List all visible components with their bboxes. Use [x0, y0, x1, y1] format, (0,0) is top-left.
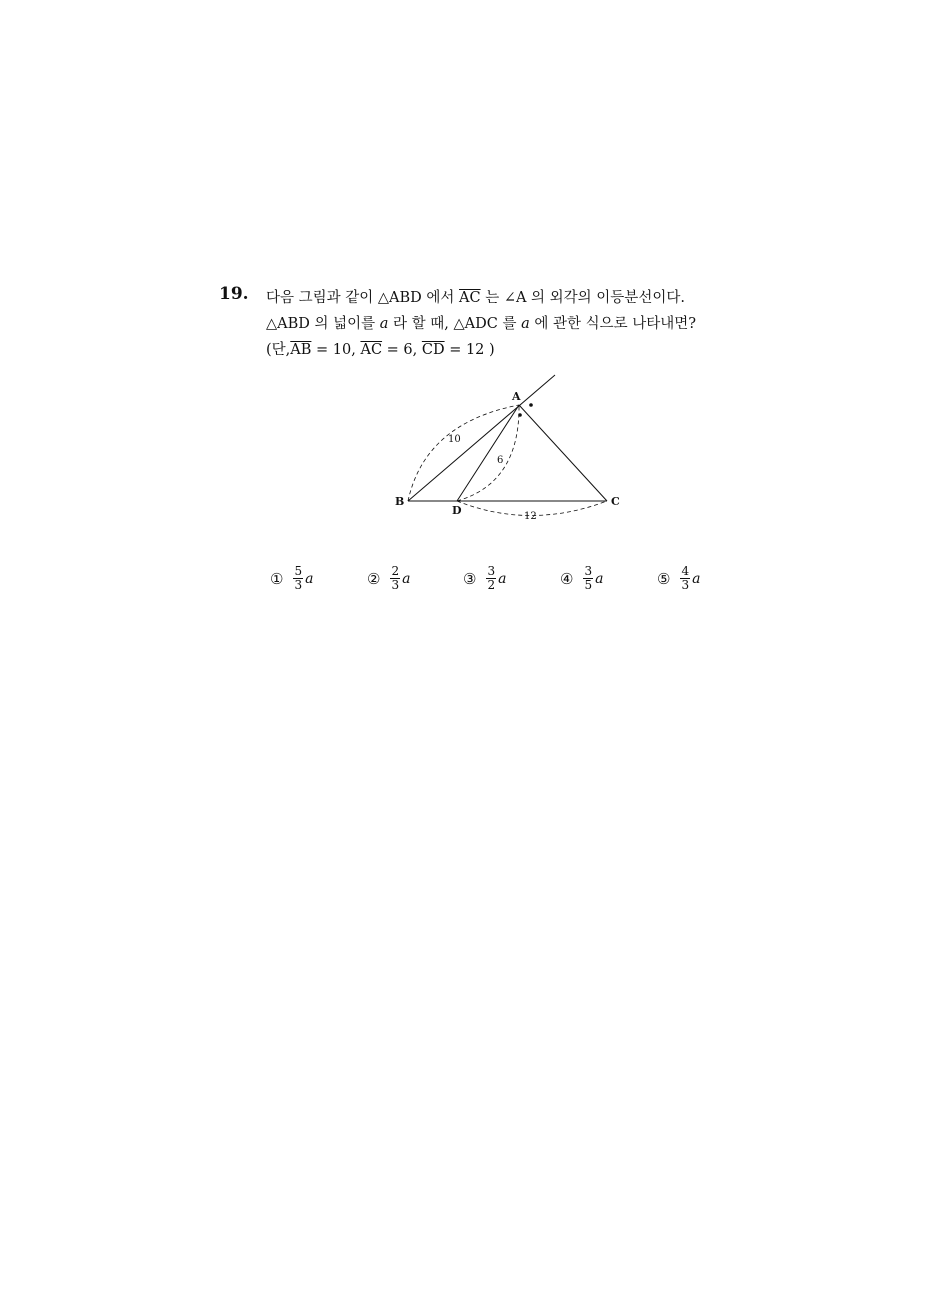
- length-ab-label: 10: [448, 434, 461, 445]
- choice-2-denominator: 3: [391, 578, 400, 592]
- choice-1-mark: ①: [270, 569, 284, 588]
- point-c-label: C: [611, 495, 620, 508]
- choice-4-numerator: 3: [584, 564, 593, 578]
- choice-2-variable: a: [402, 570, 411, 587]
- choice-5-variable: a: [692, 570, 701, 587]
- choice-3-variable: a: [498, 570, 507, 587]
- segment-cd: $\overline{CD}$: [421, 342, 445, 358]
- condition-eq-3: = 12 ): [444, 342, 495, 358]
- choice-3-mark: ③: [463, 569, 477, 588]
- length-cd-label: 12: [524, 511, 537, 522]
- choice-4-mark: ④: [560, 569, 574, 588]
- choice-5-numerator: 4: [681, 564, 690, 578]
- question-line-1: [266, 286, 685, 307]
- line1-text-b: 는 ∠A 의 외각의 이등분선이다.: [485, 290, 685, 306]
- choice-4[interactable]: [560, 565, 603, 592]
- choice-1-variable: a: [305, 570, 314, 587]
- segment-ad-line: [457, 405, 519, 501]
- choice-1-fraction: [293, 565, 303, 592]
- choice-2-mark: ②: [367, 569, 381, 588]
- choice-2-fraction: [390, 565, 400, 592]
- condition-open: (단,: [266, 342, 291, 358]
- choice-4-variable: a: [595, 570, 604, 587]
- segment-ab: $\overline{AB}$: [290, 342, 312, 358]
- angle-dot-2: [518, 413, 522, 417]
- choice-3-numerator: 3: [487, 564, 496, 578]
- condition-eq-1: = 10,: [311, 342, 361, 358]
- choice-2-numerator: 2: [391, 564, 400, 578]
- line2-text-a: △ABD 의 넓이를: [266, 316, 376, 332]
- segment-ac-2: $\overline{AC}$: [360, 342, 383, 358]
- choice-5-fraction: [680, 565, 690, 592]
- choice-3-denominator: 2: [487, 578, 496, 592]
- choice-5-mark: ⑤: [657, 569, 671, 588]
- choice-4-fraction: [583, 565, 593, 592]
- question-condition: [266, 338, 495, 359]
- point-d-label: D: [452, 504, 462, 517]
- choice-1-numerator: 5: [294, 564, 303, 578]
- segment-ac: $\overline{AC}$: [459, 290, 481, 306]
- line1-text-a: 다음 그림과 같이 △ABD 에서: [266, 290, 455, 306]
- line-ba-extended: [408, 375, 555, 501]
- angle-dot-1: [529, 403, 533, 407]
- variable-a-2: a: [521, 316, 530, 332]
- choice-3[interactable]: [463, 565, 506, 592]
- choice-3-fraction: [486, 565, 496, 592]
- point-b-label: B: [395, 495, 405, 508]
- question-line-2: [266, 312, 696, 333]
- choice-4-denominator: 5: [584, 578, 593, 592]
- condition-eq-2: = 6,: [382, 342, 422, 358]
- line2-text-c: 에 관한 식으로 나타내면?: [534, 316, 696, 332]
- choice-1[interactable]: [270, 565, 313, 592]
- question-number: 19.: [219, 284, 249, 304]
- choice-1-denominator: 3: [294, 578, 303, 592]
- choice-2[interactable]: [367, 565, 410, 592]
- segment-ac-line: [519, 405, 607, 501]
- line2-text-b: 라 할 때, △ADC 를: [393, 316, 517, 332]
- point-a-label: A: [512, 390, 521, 403]
- choice-5-denominator: 3: [681, 578, 690, 592]
- length-ad-label: 6: [497, 455, 504, 466]
- choice-5[interactable]: [657, 565, 700, 592]
- triangle-figure: [380, 368, 630, 528]
- variable-a-1: a: [379, 316, 389, 332]
